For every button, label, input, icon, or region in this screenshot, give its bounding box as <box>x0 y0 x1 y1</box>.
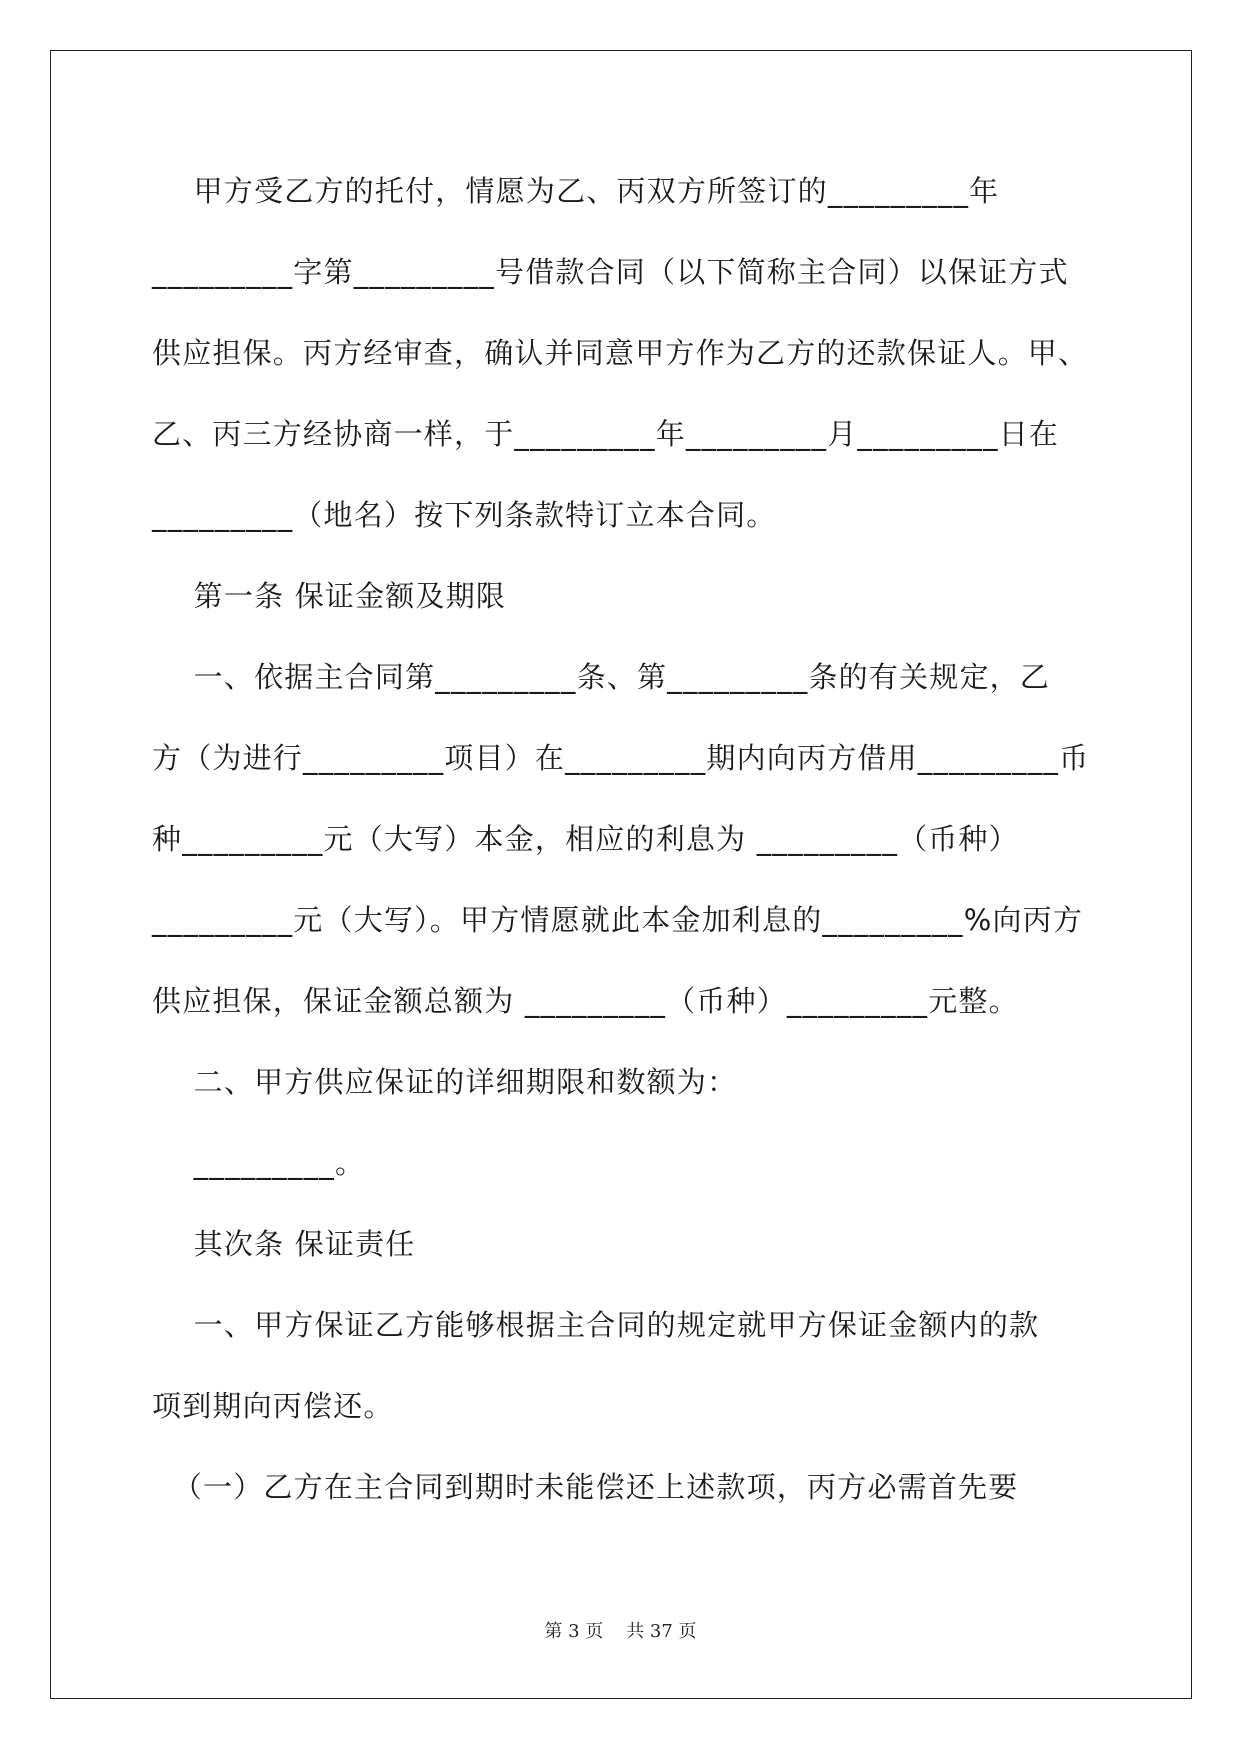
body-line: _________（地名）按下列条款特订立本合同。 <box>152 498 777 532</box>
body-line: 一、甲方保证乙方能够根据主合同的规定就甲方保证金额内的款 <box>152 1308 1040 1342</box>
body-line: 项到期向丙偿还。 <box>152 1389 394 1423</box>
body-line: _________。 <box>152 1146 366 1180</box>
body-line: 供应担保。丙方经审查，确认并同意甲方作为乙方的还款保证人。甲、 <box>152 336 1089 370</box>
body-line: _________元（大写）。甲方情愿就此本金加利息的_________%向丙方 <box>152 903 1084 937</box>
body-line: 供应担保，保证金额总额为 _________（币种）_________元整。 <box>152 984 1019 1018</box>
section-heading: 其次条 保证责任 <box>152 1227 416 1261</box>
body-line: 方（为进行_________项目）在_________期内向丙方借用_________币 <box>152 741 1090 775</box>
body-line: 甲方受乙方的托付，情愿为乙、丙双方所签订的_________年 <box>152 174 1000 208</box>
section-heading: 第一条 保证金额及期限 <box>152 579 507 613</box>
body-line: （一）乙方在主合同到期时未能偿还上述款项，丙方必需首先要 <box>152 1470 1019 1504</box>
body-line: 乙、丙三方经协商一样，于_________年_________月_________日在 <box>152 417 1060 451</box>
page-border <box>50 50 1192 1699</box>
page-number: 第 3 页 共 37 页 <box>544 1621 697 1642</box>
body-line: 二、甲方供应保证的详细期限和数额为： <box>152 1065 738 1099</box>
body-line: 一、依据主合同第_________条、第_________条的有关规定，乙 <box>152 660 1051 694</box>
body-line: 种_________元（大写）本金，相应的利息为 _________（币种） <box>152 822 1019 856</box>
body-line: _________字第_________号借款合同（以下简称主合同）以保证方式 <box>152 255 1069 289</box>
